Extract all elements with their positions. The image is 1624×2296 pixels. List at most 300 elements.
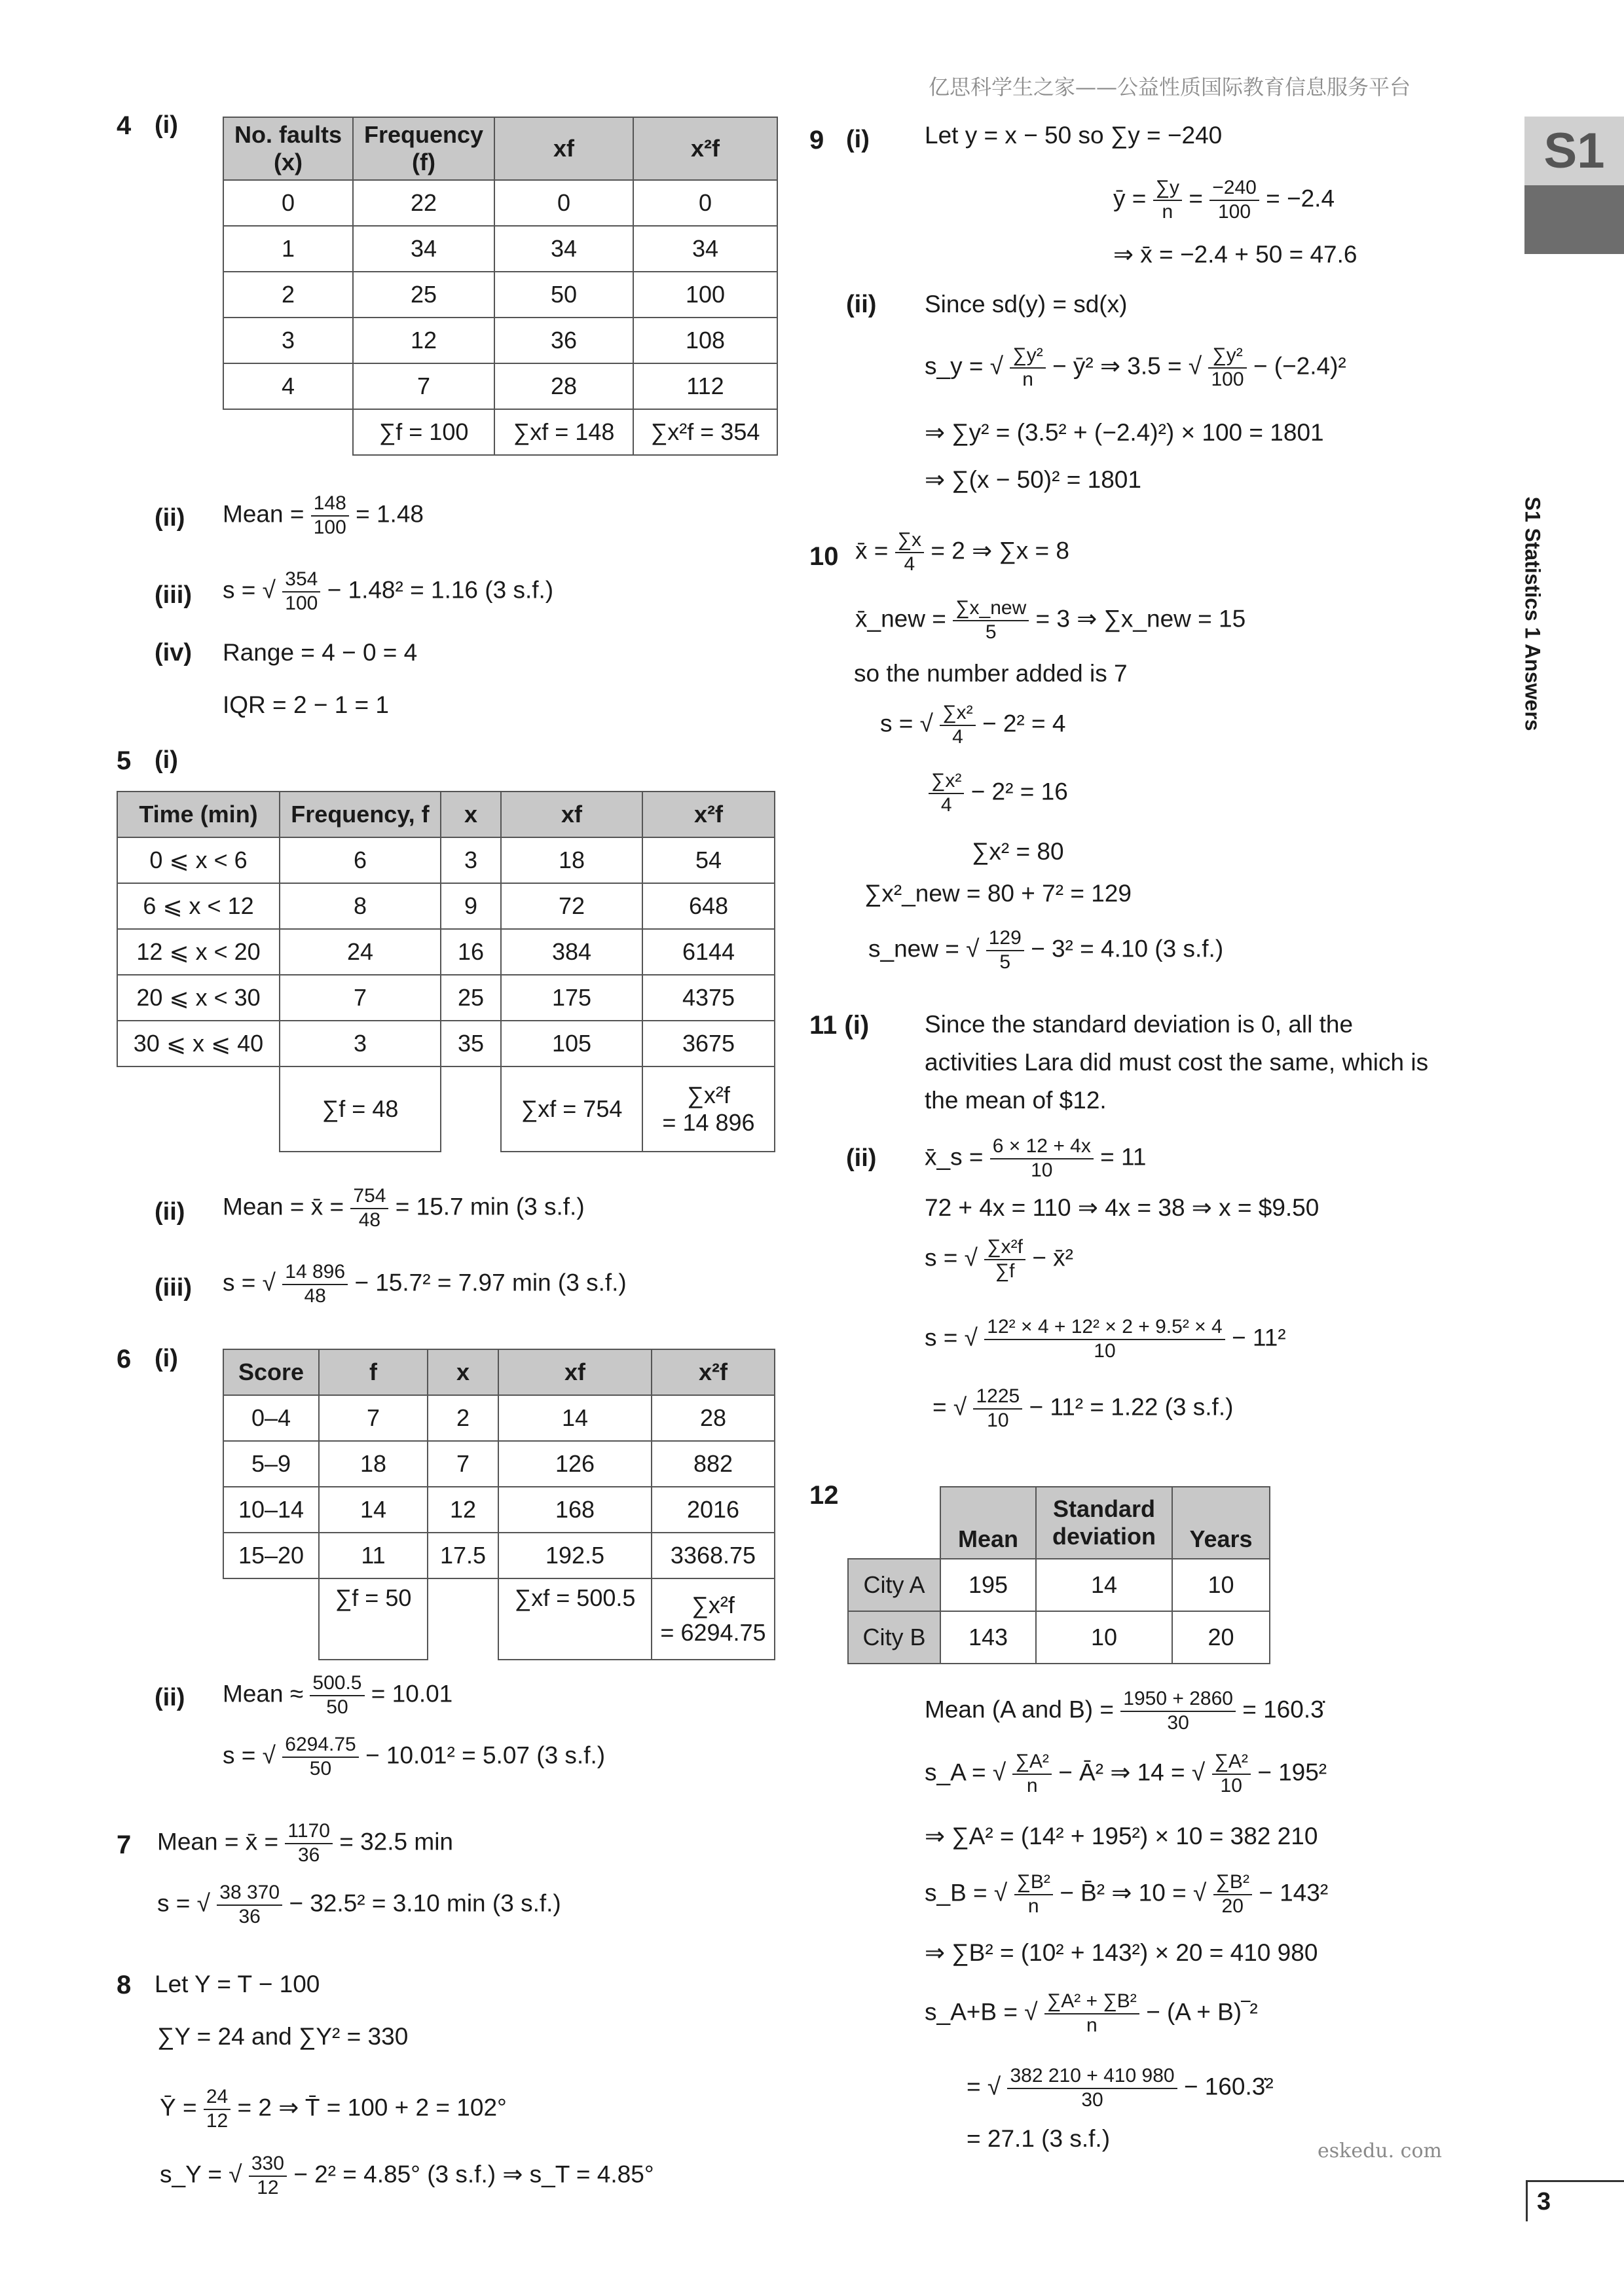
text: s = √ <box>925 1244 978 1271</box>
cell: 1 <box>223 226 353 272</box>
fraction <box>929 770 964 816</box>
side-label-text: S1 Statistics 1 Answers <box>1521 496 1545 731</box>
table-row <box>117 883 775 929</box>
cell-line: = 6294.75 <box>660 1619 766 1646</box>
denominator: ∑f <box>995 1260 1015 1282</box>
denominator: 10 <box>1031 1159 1053 1181</box>
fraction <box>1010 344 1045 391</box>
cell: 0 ⩽ x < 6 <box>117 837 280 883</box>
q4-table <box>223 117 778 456</box>
q9-line-4: Since sd(y) = sd(x) <box>925 291 1128 318</box>
cell: 20 <box>1172 1611 1270 1664</box>
q7-sd <box>157 1882 561 1928</box>
table-row <box>117 1021 775 1066</box>
q9-line-7: ⇒ ∑(x − 50)² = 1801 <box>925 466 1141 493</box>
denominator: 100 <box>1211 368 1244 390</box>
q12-line-3: ⇒ ∑A² = (14² + 195²) × 10 = 382 210 <box>925 1823 1318 1850</box>
cell: 8 <box>280 883 441 929</box>
q6-header-x: x <box>428 1349 498 1395</box>
text: = 2 ⇒ ∑x = 8 <box>931 537 1069 564</box>
text: − B̄² ⇒ 10 = √ <box>1060 1879 1207 1906</box>
denominator: 10 <box>987 1409 1009 1431</box>
table-row <box>117 975 775 1021</box>
cell <box>652 1578 775 1660</box>
cell: 3675 <box>642 1021 775 1066</box>
q4-number: 4 <box>117 111 132 140</box>
cell: 6 ⩽ x < 12 <box>117 883 280 929</box>
text: = √ <box>967 2073 1001 2100</box>
denominator: 4 <box>952 725 963 748</box>
q4-header-f: Frequency (f) <box>353 117 494 180</box>
numerator: 148 <box>311 492 349 517</box>
cell: 10 <box>1172 1559 1270 1611</box>
numerator: 500.5 <box>310 1672 364 1696</box>
denominator: 4 <box>904 553 915 575</box>
text: ȳ = <box>1113 185 1147 212</box>
cell: 14 <box>1036 1559 1172 1611</box>
text: Mean = <box>223 500 304 528</box>
page-number: 3 <box>1526 2180 1624 2221</box>
cell: 192.5 <box>498 1533 652 1578</box>
q6-header-xf: xf <box>498 1349 652 1395</box>
table-row <box>223 180 777 226</box>
q5-header-xf: xf <box>501 792 642 837</box>
cell <box>848 1487 940 1559</box>
denominator: 50 <box>309 1757 332 1779</box>
cell: 28 <box>494 363 633 409</box>
q10-number: 10 <box>809 542 839 571</box>
cell: City B <box>848 1611 940 1664</box>
q9-line-5 <box>925 344 1346 391</box>
q9-number: 9 <box>809 126 824 155</box>
table-row <box>223 1441 775 1487</box>
q12-line-5: ⇒ ∑B² = (10² + 143²) × 20 = 410 980 <box>925 1939 1318 1966</box>
text: − 1.48² = 1.16 (3 s.f.) <box>327 576 554 604</box>
fraction <box>311 492 349 539</box>
cell: 50 <box>494 272 633 318</box>
fraction <box>986 927 1024 974</box>
q12-line-2 <box>925 1751 1327 1797</box>
q7-number: 7 <box>117 1831 132 1859</box>
q5-part-i: (i) <box>155 746 178 774</box>
denominator: 10 <box>1094 1339 1116 1362</box>
numerator: 6294.75 <box>282 1734 358 1758</box>
text: = 3 ⇒ ∑x_new = 15 <box>1035 605 1246 632</box>
denominator: 12 <box>257 2176 279 2198</box>
denominator: 12 <box>206 2109 229 2132</box>
fraction <box>282 1734 358 1780</box>
cell: 5–9 <box>223 1441 319 1487</box>
text: = 160.3̇ <box>1242 1696 1324 1723</box>
cell: 10 <box>1036 1611 1172 1664</box>
q10-line-1 <box>855 529 1069 575</box>
numerator: ∑y² <box>1010 344 1045 369</box>
cell: 3 <box>280 1021 441 1066</box>
q8-number: 8 <box>117 1971 132 1999</box>
text: x̄_s = <box>925 1143 984 1171</box>
fraction <box>204 2086 231 2132</box>
fraction <box>249 2153 287 2199</box>
text: s = √ <box>223 576 276 604</box>
text: = 2 ⇒ T̄ = 100 + 2 = 102° <box>237 2094 507 2121</box>
text: Mean = x̄ = <box>223 1193 344 1220</box>
text: − 2² = 4 <box>982 710 1066 737</box>
denominator: n <box>1026 1774 1038 1796</box>
text: = √ <box>932 1393 967 1421</box>
cell: 648 <box>642 883 775 929</box>
q6-part-ii: (ii) <box>155 1684 185 1711</box>
q6-header-f: f <box>319 1349 428 1395</box>
q12-line-6 <box>925 1990 1258 2037</box>
denominator: 48 <box>304 1285 326 1307</box>
numerator: ∑B² <box>1014 1871 1053 1895</box>
q5-header-time: Time (min) <box>117 792 280 837</box>
fraction <box>282 568 320 615</box>
table-row <box>223 1487 775 1533</box>
fraction <box>1014 1871 1053 1918</box>
cell: ∑x²f = 354 <box>633 409 777 455</box>
q8-line-1: Let Y = T − 100 <box>155 1971 320 1997</box>
table-row <box>223 1578 775 1660</box>
cell: 24 <box>280 929 441 975</box>
q10-line-6: ∑x² = 80 <box>972 838 1064 865</box>
q6-mean <box>223 1672 452 1719</box>
q4-iqr: IQR = 2 − 1 = 1 <box>223 691 390 718</box>
table-row <box>117 837 775 883</box>
cell: 175 <box>501 975 642 1021</box>
q9-line-1: Let y = x − 50 so ∑y = −240 <box>925 122 1223 149</box>
text: − 2² = 16 <box>970 778 1068 805</box>
q5-mean <box>223 1185 585 1231</box>
q7-mean <box>157 1820 453 1867</box>
cell: 6144 <box>642 929 775 975</box>
q10-line-5 <box>929 770 1068 816</box>
numerator: ∑x² <box>929 770 964 794</box>
q11-line-1: Since the standard deviation is 0, all the <box>925 1011 1354 1038</box>
numerator: ∑A² <box>1012 1751 1051 1775</box>
q12-line-8: = 27.1 (3 s.f.) <box>967 2125 1111 2152</box>
fraction <box>1012 1751 1051 1797</box>
text: − 3² = 4.10 (3 s.f.) <box>1031 935 1224 962</box>
numerator: ∑x_new <box>953 597 1029 621</box>
text: = −2.4 <box>1266 185 1335 212</box>
cell: 195 <box>940 1559 1036 1611</box>
q4-range: Range = 4 − 0 = 4 <box>223 639 418 666</box>
denominator: 10 <box>1220 1774 1242 1796</box>
q9-line-3: ⇒ x̄ = −2.4 + 50 = 47.6 <box>1113 241 1357 268</box>
denominator: 50 <box>326 1696 348 1718</box>
q6-number: 6 <box>117 1345 132 1374</box>
cell: 6 <box>280 837 441 883</box>
denominator: n <box>1162 200 1173 223</box>
numerator: 354 <box>282 568 320 592</box>
cell: 112 <box>633 363 777 409</box>
cell: 100 <box>633 272 777 318</box>
text: − 160.3̇² <box>1183 2073 1274 2100</box>
q9-line-6: ⇒ ∑y² = (3.5² + (−2.4)²) × 100 = 1801 <box>925 419 1324 446</box>
cell: 0 <box>633 180 777 226</box>
q12-number: 12 <box>809 1481 839 1510</box>
text: Mean (A and B) = <box>925 1696 1114 1723</box>
q9-part-i: (i) <box>846 126 870 153</box>
numerator: ∑y² <box>1208 344 1246 369</box>
text: Mean = x̄ = <box>157 1828 279 1855</box>
numerator: 129 <box>986 927 1024 951</box>
denominator: n <box>1086 2014 1098 2036</box>
fraction <box>1213 1871 1252 1918</box>
denominator: 30 <box>1167 1711 1189 1734</box>
section-tab <box>1524 117 1624 254</box>
cell: 34 <box>633 226 777 272</box>
cell: 384 <box>501 929 642 975</box>
text: x̄_new = <box>855 605 946 632</box>
cell: 12 ⩽ x < 20 <box>117 929 280 975</box>
fraction <box>1153 177 1182 223</box>
cell: 25 <box>353 272 494 318</box>
cell: 18 <box>501 837 642 883</box>
cell: ∑xf = 500.5 <box>498 1578 652 1660</box>
q10-line-2 <box>855 597 1246 644</box>
q9-part-ii: (ii) <box>846 291 877 318</box>
cell: 15–20 <box>223 1533 319 1578</box>
text: − 2² = 4.85° (3 s.f.) ⇒ s_T = 4.85° <box>293 2160 654 2188</box>
cell: 14 <box>319 1487 428 1533</box>
q5-header-f: Frequency, f <box>280 792 441 837</box>
fraction <box>217 1882 282 1928</box>
watermark-bottom: eskedu. com <box>1318 2140 1442 2162</box>
q10-line-7: ∑x²_new = 80 + 7² = 129 <box>864 880 1132 907</box>
q11-line-3: the mean of $12. <box>925 1087 1107 1114</box>
numerator: 1225 <box>973 1385 1022 1410</box>
table-row <box>848 1559 1270 1611</box>
denominator: 4 <box>940 793 952 816</box>
fraction <box>940 702 975 748</box>
denominator: 36 <box>238 1905 261 1927</box>
q10-line-8 <box>868 927 1223 974</box>
text: − (−2.4)² <box>1253 352 1346 380</box>
numerator: ∑x <box>895 529 924 553</box>
numerator: 330 <box>249 2153 287 2177</box>
fraction <box>1209 177 1259 223</box>
denominator: 36 <box>297 1844 320 1866</box>
cell: ∑xf = 754 <box>501 1066 642 1152</box>
watermark-top: 亿思科学生之家——公益性质国际教育信息服务平台 <box>929 75 1411 100</box>
fraction <box>285 1820 333 1867</box>
numerator: 14 896 <box>282 1261 348 1285</box>
cell: 7 <box>428 1441 498 1487</box>
cell <box>117 1066 280 1152</box>
cell: ∑f = 48 <box>280 1066 441 1152</box>
denominator: 100 <box>285 592 318 614</box>
cell <box>441 1066 501 1152</box>
q12-line-7 <box>967 2065 1274 2111</box>
q4-part-ii: (ii) <box>155 504 185 532</box>
text: Mean ≈ <box>223 1680 304 1707</box>
text: s_B = √ <box>925 1879 1008 1906</box>
text: − Ā² ⇒ 14 = √ <box>1058 1758 1206 1786</box>
numerator: 6 × 12 + 4x <box>990 1135 1094 1159</box>
table-row <box>223 1395 775 1441</box>
cell: 9 <box>441 883 501 929</box>
numerator: 24 <box>204 2086 231 2110</box>
numerator: ∑A² <box>1212 1751 1251 1775</box>
cell: 54 <box>642 837 775 883</box>
cell: 105 <box>501 1021 642 1066</box>
fraction <box>973 1385 1022 1432</box>
denominator: n <box>1022 368 1033 390</box>
cell: 35 <box>441 1021 501 1066</box>
table-row <box>117 929 775 975</box>
q11-line-8 <box>932 1385 1233 1432</box>
cell: 20 ⩽ x < 30 <box>117 975 280 1021</box>
q11-line-5: 72 + 4x = 110 ⇒ 4x = 38 ⇒ x = $9.50 <box>925 1194 1320 1221</box>
numerator: 38 370 <box>217 1882 282 1906</box>
cell: 0 <box>494 180 633 226</box>
denominator: 30 <box>1081 2088 1103 2111</box>
cell: 0–4 <box>223 1395 319 1441</box>
fraction <box>1007 2065 1177 2111</box>
numerator: 12² × 4 + 12² × 2 + 9.5² × 4 <box>984 1316 1225 1340</box>
cell <box>223 409 353 455</box>
denominator: 20 <box>1221 1895 1244 1917</box>
fraction <box>1120 1688 1236 1734</box>
cell <box>223 1578 319 1660</box>
fraction <box>310 1672 364 1719</box>
section-tab-block <box>1524 185 1624 254</box>
cell: 72 <box>501 883 642 929</box>
cell: 14 <box>498 1395 652 1441</box>
cell-line: = 14 896 <box>662 1109 755 1136</box>
numerator: ∑B² <box>1213 1871 1252 1895</box>
numerator: 382 210 + 410 980 <box>1007 2065 1177 2089</box>
text: = 10.01 <box>371 1680 453 1707</box>
text: − x̄² <box>1032 1244 1073 1271</box>
q4-part-iv: (iv) <box>155 639 192 666</box>
cell: 2016 <box>652 1487 775 1533</box>
cell: 168 <box>498 1487 652 1533</box>
text: − 11² = 1.22 (3 s.f.) <box>1029 1393 1234 1421</box>
text: s_new = √ <box>868 935 980 962</box>
q8-line-2: ∑Y = 24 and ∑Y² = 330 <box>157 2023 409 2050</box>
table-row <box>848 1611 1270 1664</box>
table-row <box>223 363 777 409</box>
cell: 28 <box>652 1395 775 1441</box>
text: s_y = √ <box>925 352 1004 380</box>
q10-line-3: so the number added is 7 <box>854 660 1128 687</box>
fraction <box>1212 1751 1251 1797</box>
q4-header-x: No. faults (x) <box>223 117 353 180</box>
fraction <box>1044 1990 1139 2037</box>
numerator: 1950 + 2860 <box>1120 1688 1236 1712</box>
text: s = √ <box>223 1741 276 1769</box>
q4-mean <box>223 492 424 539</box>
q8-line-3 <box>160 2086 507 2132</box>
fraction <box>984 1236 1025 1283</box>
fraction <box>1208 344 1246 391</box>
cell: ∑xf = 148 <box>494 409 633 455</box>
numerator: 754 <box>350 1185 388 1209</box>
q12-line-1 <box>925 1688 1324 1734</box>
numerator: ∑y <box>1153 177 1182 201</box>
q5-part-iii: (iii) <box>155 1274 192 1302</box>
q6-sd <box>223 1734 605 1780</box>
q4-part-iii: (iii) <box>155 581 192 609</box>
cell: ∑f = 100 <box>353 409 494 455</box>
cell: 143 <box>940 1611 1036 1664</box>
q5-number: 5 <box>117 746 132 775</box>
text: − 32.5² = 3.10 min (3 s.f.) <box>289 1889 561 1917</box>
table-row <box>223 226 777 272</box>
text: − 195² <box>1257 1758 1327 1786</box>
q11-line-2: activities Lara did must cost the same, which is <box>925 1049 1429 1076</box>
text: − 10.01² = 5.07 (3 s.f.) <box>365 1741 606 1769</box>
cell: 7 <box>280 975 441 1021</box>
table-row <box>223 409 777 455</box>
cell: 11 <box>319 1533 428 1578</box>
text: s = √ <box>925 1324 978 1351</box>
numerator: 1170 <box>285 1820 333 1844</box>
cell <box>428 1578 498 1660</box>
text: Ȳ = <box>160 2094 197 2121</box>
text: − 15.7² = 7.97 min (3 s.f.) <box>354 1269 627 1296</box>
text: = 11 <box>1100 1143 1147 1171</box>
text: s = √ <box>880 710 933 737</box>
table-row <box>117 1066 775 1152</box>
numerator: −240 <box>1209 177 1259 201</box>
fraction <box>953 597 1029 644</box>
text: = 32.5 min <box>339 1828 453 1855</box>
q6-header-x2f: x²f <box>652 1349 775 1395</box>
text: s_A = √ <box>925 1758 1006 1786</box>
cell-line: ∑x²f <box>687 1082 730 1108</box>
cell: 2 <box>223 272 353 318</box>
text: s = √ <box>157 1889 210 1917</box>
denominator: 100 <box>313 516 346 538</box>
cell: 25 <box>441 975 501 1021</box>
q11-part-ii: (ii) <box>846 1144 877 1172</box>
q4-sd <box>223 568 553 615</box>
cell: 34 <box>353 226 494 272</box>
fraction <box>990 1135 1094 1182</box>
cell: 3368.75 <box>652 1533 775 1578</box>
cell <box>642 1066 775 1152</box>
cell-line: ∑x²f <box>692 1592 735 1618</box>
cell: 18 <box>319 1441 428 1487</box>
text: − 143² <box>1259 1879 1329 1906</box>
q12-header-years: Years <box>1172 1487 1270 1559</box>
table-row <box>223 318 777 363</box>
q11-line-6 <box>925 1236 1073 1283</box>
q4-header-xf: xf <box>494 117 633 180</box>
q11-number: 11 (i) <box>809 1011 870 1040</box>
cell: 12 <box>353 318 494 363</box>
fraction <box>350 1185 388 1231</box>
text: = 15.7 min (3 s.f.) <box>395 1193 585 1220</box>
q5-header-x2f: x²f <box>642 792 775 837</box>
q11-line-4 <box>925 1135 1146 1182</box>
text: − (A + B)‾² <box>1146 1998 1258 2026</box>
q5-header-x: x <box>441 792 501 837</box>
numerator: ∑x²f <box>984 1236 1025 1260</box>
q4-part-i: (i) <box>155 111 178 139</box>
cell: 17.5 <box>428 1533 498 1578</box>
cell: 126 <box>498 1441 652 1487</box>
q12-table <box>847 1486 1270 1664</box>
text: − ȳ² ⇒ 3.5 = √ <box>1052 352 1202 380</box>
cell: 16 <box>441 929 501 975</box>
numerator: ∑A² + ∑B² <box>1044 1990 1139 2014</box>
table-row <box>223 272 777 318</box>
